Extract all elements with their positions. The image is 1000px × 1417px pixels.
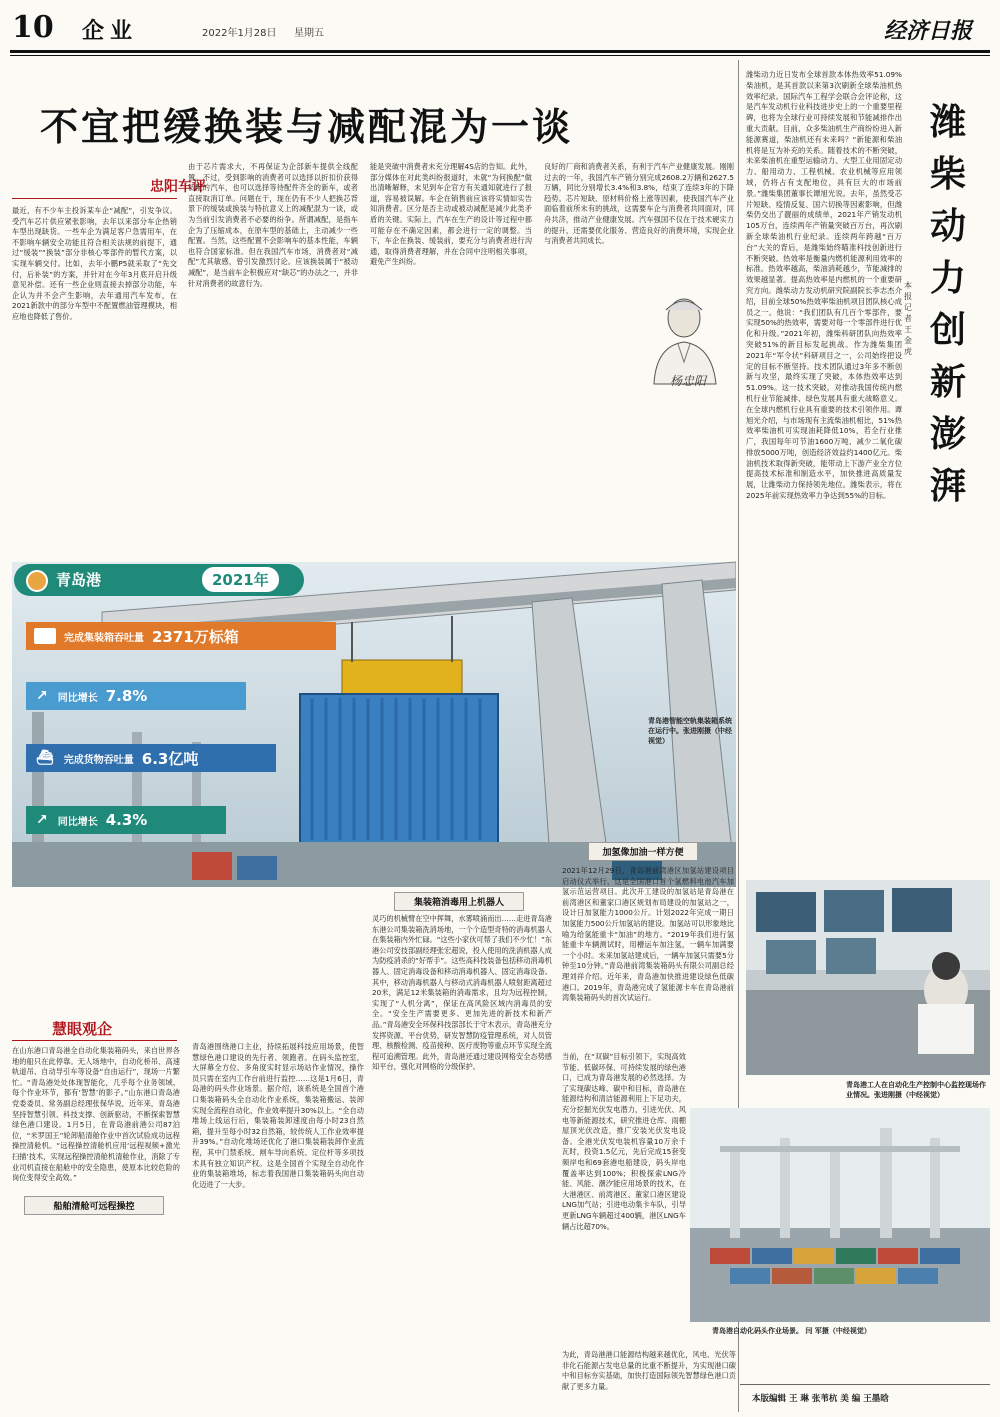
footer-credits: 本版编辑 王 琳 张苇杭 美 编 王墨晗	[752, 1394, 889, 1404]
stat-cargo-value: 6.3亿吨	[141, 749, 199, 768]
sub-hydrogen: 加氢像加油一样方便	[588, 842, 698, 861]
stat-cargo-bar	[26, 744, 276, 772]
section-name: 企业	[82, 18, 139, 44]
control-room-illustration	[746, 880, 990, 1075]
editorial-headline: 不宜把缓换装与减配混为一谈	[40, 104, 574, 149]
sidebar-headline: 潍柴动力创新澎湃	[930, 101, 967, 507]
masthead-rule	[10, 50, 990, 53]
column-huiyan-rule	[12, 1040, 177, 1041]
stat-growth2-bar	[26, 806, 226, 834]
stat-year: 2021年	[202, 567, 279, 592]
hero-photo-caption: 青岛港智能空轨集装箱系统在运行中。张进刚摄（中经视觉）	[648, 717, 732, 745]
stats-infographic	[12, 560, 332, 890]
sidebar-body: 潍柴动力近日发布全球首款本体热效率51.09%柴油机，是其首款以来第3次刷新全球柴油机热效率纪录。国际汽车工程学会联合会评论称，这是汽车发动机行业科技进步史上的一个重要里程碑，也将为全球行业可持续发展和节能减排作出重大贡献。目前，众多柴油机生产商纷纷进入新能源赛道，柴油机还有未来吗？“新能源和柴油机将是互为补充的关系。随着技术的不断突破，未来柴油机在重型运输动力、大型工业用固定动力、船用动力、工程机械、农业机械等应用领域，仍将占有支配地位，具有巨大的市场前景。”潍柴集团董事长谭旭光说。去年，虽然受芯片短缺、疫情反复、国六切换等因素影响，但潍柴仍交出了靓丽的成绩单，2021年产销发动机105万台，连续两年产销量突破百万台，再次刷新全球柴油机行业纪录。连续两年跨越“百万台”大关的背后，是潍柴始终瞄准科技创新进行不断突破。热效率是衡量内燃机能源利用效率的标准。热效率越高，柴油消耗越少，节能减排的效果越显著。提高热效率是内燃机的一个重要研究方向。潍柴动力发动机研究院副院长李志杰介绍，目前全球50%热效率柴油机项目团队核心成员之一。他说：“我们团队有几百个零部件，要实现50%的热效率，需要对每一个零部件进行优化和升级。”2021年初，潍柴科研团队向热效率突破51%的新目标发起挑战。作为潍柴集团2021年“军令状”科研项目之一，公司始终把设定的目标不断坚持。技术团队通过3年多不断创新与攻坚，最终实现了突破，本体热效率达到51.09%。这一技术突破，对推动我国传统内燃机行业节能减排、绿色发展具有重大战略意义。在全球内燃机行业具有重要的技术引领作用。谭旭光介绍，与市场现有主流柴油机相比，51%热效率柴油机可实现油耗降低10%，若全行业推广，我国每年可节油1600万吨、减少二氧化碳排放5000万吨，创造经济效益约1400亿元。柴油机技术取得新突破，能带动上下游产业全方位提高技术标准和制造水平，加快推进高质量发展，让潍柴动力保持领先地位。潍柴表示，将在2025年前实现热效率力争达到55%的目标。	[746, 70, 902, 501]
arrow-up-icon: ↗	[36, 688, 48, 704]
sub-robot: 集装箱消毒用上机器人	[394, 892, 524, 911]
editorial-col1: 最近，有不少车主投诉某车企“减配”，引发争议。受汽车芯片供应紧张影响，去年以来部分车企热销车型出现缺货。一些车企为满足客户急需用车，在不影响车辆安全功能且符合相关法规的前提下，通过“缓装”“换装”部分非核心零部件的暂代方案，以实现车辆交付。比如，去年小鹏P5就采取了“先交付，后补装”的方案，并针对在今年3月底开启升级意见补偿。还有一些企业则直接去掉部分功能，车企认为并不会产生影响，去年通用汽车发布，在2021新款中的部分车型中不配置燃油管理模块，相应地也降低了售价。	[12, 206, 177, 321]
editorial-col2: 由于芯片需求大，不再保证为企部新车提供全线配置。不过，受到影响的消费者可以选择以折扣价获得低配的汽车，也可以选择等待配件齐全的新车，或者直接取消订单。问题在于，现在仍有不少人把换芯背景下的缓装或换装与特抗意义上的减配混为一谈，或为当前引发消费者不必要的纷争。所谓减配，是指车企为了压缩成本，在原车型的基础上，主动减少一些配置。当然，这些配置不会影响车的基本性能，车辆也符合国家标准。但在我国汽车市场，消费者对“减配”尤其敏感，曾引发激烈讨论。应该换装属于“被动减配”，是当前车企积极应对“缺芯”的办法之一，并非针对消费者的故意行为。	[188, 162, 358, 288]
feature-col3: 灵巧的机械臂在空中挥舞，水雾喷涌而出……走进青岛港东港公司集装箱洗消场地，一个个造型奇特的消毒机器人在集装箱内外忙碌。“这些小家伙可帮了我们不少忙！”东港公司安技部副经理张宏超说，投入使用的洗消机器人成为防疫消杀的“好帮手”。这些高科技装备包括移动消毒机器人、固定消毒设备和移动消毒机器人、固定消毒设备。其中，移动消毒机器人与移动式消毒机器人喷射距离超过20米，满足12米集装箱的消毒需求，且均为远程控制，实现了“人机分离”，保证在高风险区域内消毒员的安全。“安全生产需要更多、更加先进的新技术和新产品。”青岛港安全环保科技部部长于守木表示，青岛港充分发挥资源、平台优势，研发智慧防疫管理系统，对人员管理、核酸检测、疫苗接种、医疗废物等重点环节实现全流程可追溯管理。此外，青岛港还通过建设网格安全态势感知平台，强化对网格的分级保护。	[372, 914, 552, 1072]
column-title: 忠阳车评	[150, 179, 206, 195]
yard-illustration	[690, 1108, 990, 1322]
stat-container-bar	[26, 622, 336, 650]
paper-name-logo: 经济日报	[884, 18, 973, 44]
editorial-col4: 良好的厂商和消费者关系，有利于汽车产业健康发展。刚刚过去的一年，我国汽车产销分别完成2608.2万辆和2627.5万辆，同比分别增长3.4%和3.8%，结束了连续3年的下降趋势。芯片短缺、原材料价格上涨等因素，使我国汽车产业面临着前所未有的挑战，这需要车企与消费者共同面对，同舟共济，推动产业健康发展。汽车强国不仅在于技术硬实力的提升，还需要优化服务、营造良好的消费环境，实现企业与消费者共同成长。	[544, 162, 734, 246]
yard-photo-caption: 青岛港自动化码头作业场景。 闫 军摄（中经视觉）	[712, 1327, 871, 1335]
stat-growth1-value: 7.8%	[105, 687, 148, 705]
feature-col2: 青岛港围绕港口主业，持续拓展科技应用场景，使智慧绿色港口建设的先行者、领跑者。在码头监控室，大屏幕全方位、多角度实时显示场站作业情况，操作员只需在室内工作台前进行监控……这是1月6日，青岛港的码头作业场景。据介绍，该系统是全国首个港口集装箱码头全自动化作业系统，集装箱搬运、装卸实现全流程自动化，作业效率提升30%以上。“全自动堆场上线运行后，集装箱装卸速度由每小时23自然箱，提升至每小时32自然箱，较传统人工作业效率提升39%。”自动化堆场还优化了港口集装箱装卸作业流程，其中门禁系统、闸车导向系统、定位杆等多项技术具有独立知识产权。这是全国首个实现全自动化作业的集装箱堆场，标志着我国港口集装箱码头向自动化迈进了一大步。	[192, 1042, 364, 1189]
stat-growth1-label: 同比增长	[57, 692, 98, 704]
globe-icon	[26, 570, 48, 592]
footer-rule	[740, 1384, 990, 1385]
author-portrait	[640, 282, 732, 394]
page-number: 10	[12, 10, 54, 45]
control-room-caption: 青岛港工人在自动化生产控制中心监控现场作业情况。张进刚摄（中经视觉）	[846, 1081, 986, 1099]
stat-cargo-label: 完成货物吞吐量	[63, 754, 134, 766]
sidebar-byline: 本报记者 王金虎	[904, 281, 912, 356]
masthead-rule-thin	[10, 55, 990, 56]
control-room-photo	[746, 880, 990, 1075]
container-icon	[34, 628, 56, 644]
feature-col6-tail: 为此，青岛港港口能源结构越来越优化，风电、光伏等非化石能源占发电总量的比重不断提升，为实现港口碳中和目标夯实基础，加快打造国际领先智慧绿色港口贡献了更多力量。	[562, 1350, 736, 1391]
column-huiyan: 慧眼观企	[52, 1020, 113, 1038]
stat-growth2-value: 4.3%	[105, 811, 148, 829]
yard-photo	[690, 1108, 990, 1322]
feature-col4: 2021年12月29日，青岛港前湾港区加氢站建设项目启动仪式举行，这是全国港口首个氢燃料电池汽车加氢示范运营项目。此次开工建设的加氢站是青岛港在前湾港区和董家口港区规划布局建设的加氢站之一，设计日加氢能力1000公斤。计划2022年完成一期日加氢能力500公斤加氢站的建设。加氢站可以形象地比喻为给氢能重卡“加油”的地方。“2019年我们进行氢能重卡车辆测试时，用槽运车加注氢，一辆车加满要一个小时。未来加氢站建成后，一辆车加氢只需要5分钟至10分钟。”青岛港前湾集装箱码头有限公司副总经理刘祥介绍。近年来，青岛港加快推进建设绿色低碳港口。2019年，青岛港完成了氢能源卡车在青岛港前湾集装箱码头的首次试运行。	[562, 866, 734, 1003]
masthead-date: 2022年1月28日	[202, 28, 277, 39]
editorial-col4-b	[544, 268, 636, 388]
sub-ship: 船舶清舱可远程操控	[24, 1196, 164, 1215]
masthead	[0, 0, 1000, 62]
feature-col5: 当前，在“双碳”目标引领下，实现高效节能、低碳环保、可持续发展的绿色港口，已成为青岛港发展的必然选择。为了实现碳达峰、碳中和目标，青岛港在能源结构和清洁能源利用上下足功夫，充分挖掘光伏发电潜力，引进光伏、风电等新能源技术，研究推进仓库、雨棚屋顶光伏改造，推广安装光伏发电设备。全港光伏发电装机容量10万余千瓦时，投资1.5亿元，先后完成15套变频岸电和69套港电船建设，码头岸电覆盖率达到100%；积极探索LNG冷能、风能、潮汐能应用场景的技术，在大港港区、前湾港区、董家口港区建设LNG加气站；引进电动集卡车队，引导更新LNG车辆超过400辆，港区LNG车辆占比超70%。	[562, 1052, 686, 1231]
stat-container-value: 2371万标箱	[152, 627, 239, 646]
arrow-up-icon-2: ↗	[36, 812, 48, 828]
editorial-col3: 能是突破中消费者未充分理解4S店的告知。此外，部分媒体在对此类纠纷报道时，未就“为何换配”做出清晰解释，未见到车企官方有关通知就进行了报道，容易被误解。车企在销售前应该将实情如实告知消费者。区分是否主动或被动减配是减少此类矛盾的关键。实际上，汽车在生产的设计等过程中都可能存在不确定因素，都会进行一定的调整。当下，车企在换装、缓装前，要充分与消费者进行沟通，取得消费者理解，并在合同中注明相关事项，避免产生纠纷。	[370, 162, 532, 267]
stat-brand: 青岛港	[56, 571, 102, 589]
column-rule	[12, 198, 177, 199]
stat-growth1-bar	[26, 682, 246, 710]
masthead-weekday: 星期五	[294, 28, 324, 39]
ship-icon: ⛴	[36, 750, 54, 766]
author-signature: 杨忠阳	[670, 374, 707, 388]
feature-col1: 在山东港口青岛港全自动化集装箱码头，来自世界各地的船只在此停靠。无人场地中，自动化桥吊、高速轨道吊、自动导引车等设备“自由运行”，现场一片繁忙。“青岛港处处体现智能化，几乎每个业务领域、每个作业环节，都有‘智慧’的影子。”山东港口青岛港党委委员、常务副总经理张保华说，近年来，青岛港坚持智慧引领、科技支撑、创新驱动，不断探索智慧绿色港口建设。1月5日，在青岛港前港公司87泊位，“米罗国王”轮卸船清舱作业中首次试验成功远程操控清舱机。“远程操控清舱机应用‘远程视频+激光扫描’技术，实现远程操控清舱机清舱作业，消除了专业司机直接在船舱中的安全隐患，使原本比较危险的岗位变得安全高效。”	[12, 1046, 180, 1183]
stat-growth2-label: 同比增长	[57, 816, 98, 828]
stat-container-label: 完成集装箱吞吐量	[64, 632, 144, 644]
